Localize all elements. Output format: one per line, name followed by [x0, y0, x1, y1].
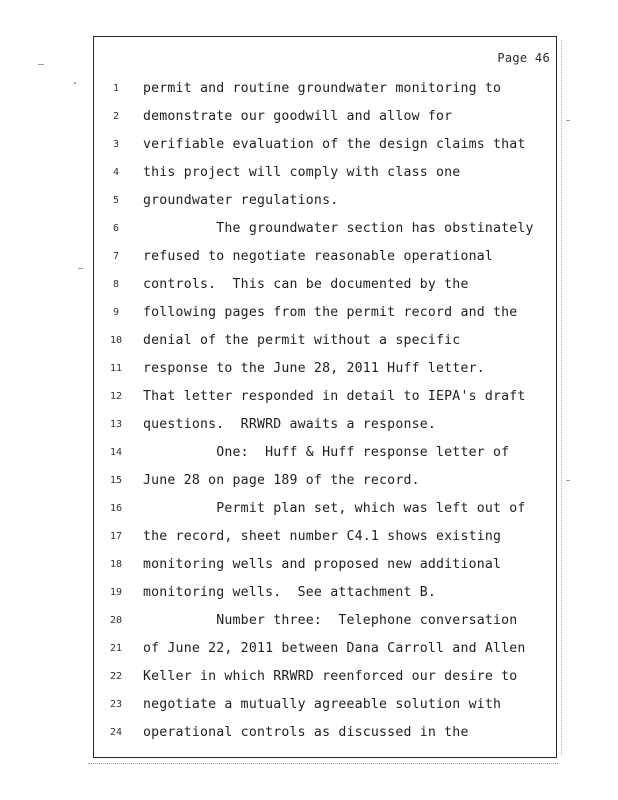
transcript-line: questions. RRWRD awaits a response.	[143, 417, 437, 432]
transcript-line: following pages from the permit record and the	[143, 305, 518, 320]
transcript-line: the record, sheet number C4.1 shows existing	[143, 529, 502, 544]
transcript-line: Permit plan set, which was left out of	[143, 501, 526, 516]
transcript-line: controls. This can be documented by the	[143, 277, 469, 292]
scan-artifact	[566, 480, 570, 481]
transcript-line: Number three: Telephone conversation	[143, 613, 518, 628]
transcript-line: One: Huff & Huff response letter of	[143, 445, 510, 460]
scan-edge	[561, 40, 563, 755]
transcript-line: response to the June 28, 2011 Huff letter.	[143, 361, 485, 376]
line-number: 16	[109, 503, 123, 514]
scan-artifact	[74, 82, 76, 84]
transcript-line: Keller in which RRWRD reenforced our desire to	[143, 669, 518, 684]
page-number: Page 46	[497, 51, 550, 65]
line-number: 21	[109, 643, 123, 654]
line-number: 7	[112, 251, 120, 262]
line-number: 24	[109, 727, 123, 738]
line-number: 6	[112, 223, 120, 234]
line-number: 23	[109, 699, 123, 710]
transcript-line: June 28 on page 189 of the record.	[143, 473, 420, 488]
transcript-line: refused to negotiate reasonable operational	[143, 249, 494, 264]
line-number: 9	[112, 307, 120, 318]
line-number: 4	[112, 167, 120, 178]
transcript-line: That letter responded in detail to IEPA's draft	[143, 389, 526, 404]
line-number: 8	[112, 279, 120, 290]
transcript-line: monitoring wells. See attachment B.	[143, 585, 437, 600]
transcript-line: operational controls as discussed in the	[143, 725, 469, 740]
transcript-line: monitoring wells and proposed new additional	[143, 557, 502, 572]
line-number: 1	[112, 83, 120, 94]
line-number: 20	[109, 615, 123, 626]
line-number: 17	[109, 531, 123, 542]
transcript-line: verifiable evaluation of the design claims that	[143, 137, 526, 152]
line-number: 10	[109, 335, 123, 346]
line-number: 22	[109, 671, 123, 682]
line-number: 15	[109, 475, 123, 486]
line-number: 5	[112, 195, 120, 206]
line-number: 11	[109, 363, 123, 374]
transcript-line: demonstrate our goodwill and allow for	[143, 109, 453, 124]
scan-artifact	[38, 64, 44, 65]
line-number: 14	[109, 447, 123, 458]
scan-bottom-rule	[88, 763, 558, 765]
line-number: 18	[109, 559, 123, 570]
line-number: 2	[112, 111, 120, 122]
transcript-line: negotiate a mutually agreeable solution with	[143, 697, 502, 712]
transcript-page	[93, 36, 557, 758]
line-number: 12	[109, 391, 123, 402]
line-number: 19	[109, 587, 123, 598]
scan-artifact	[78, 268, 83, 269]
scan-artifact	[566, 120, 570, 121]
transcript-line: The groundwater section has obstinately	[143, 221, 534, 236]
transcript-line: permit and routine groundwater monitoring to	[143, 81, 502, 96]
line-number: 13	[109, 419, 123, 430]
transcript-line: groundwater regulations.	[143, 193, 339, 208]
transcript-line: this project will comply with class one	[143, 165, 461, 180]
transcript-line: denial of the permit without a specific	[143, 333, 461, 348]
line-number: 3	[112, 139, 120, 150]
transcript-line: of June 22, 2011 between Dana Carroll and Allen	[143, 641, 526, 656]
